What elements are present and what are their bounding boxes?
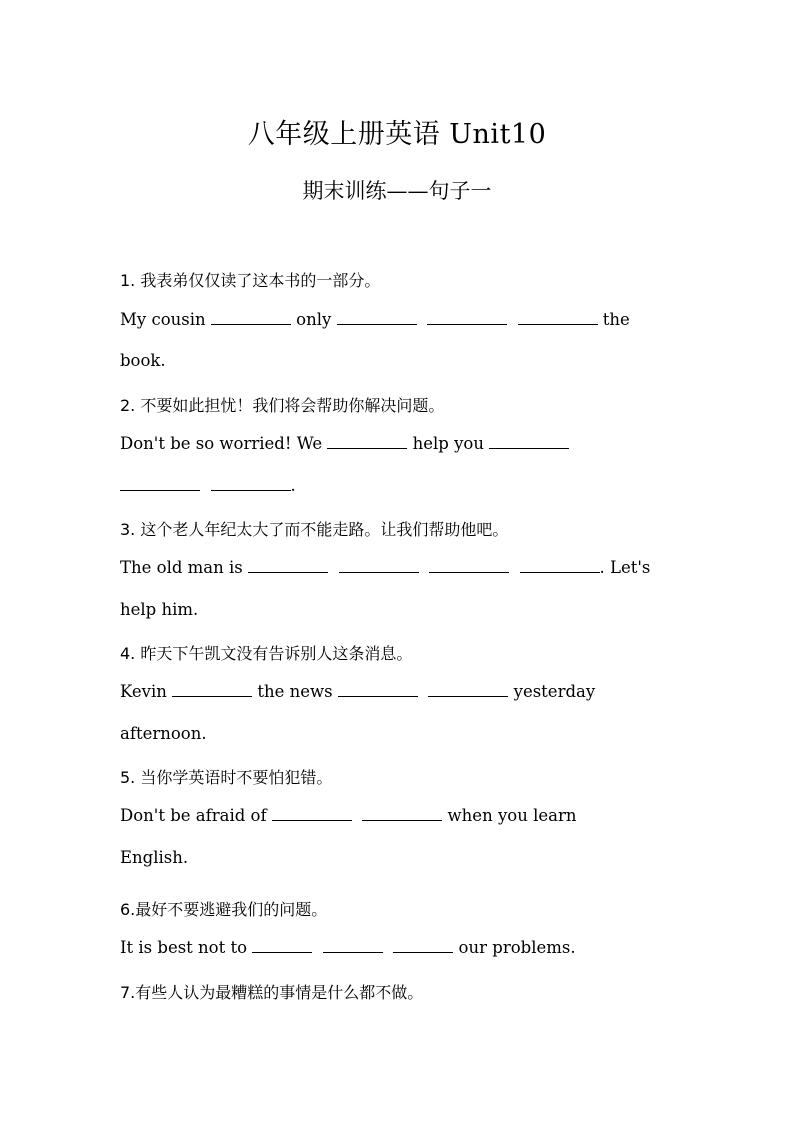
answer-blank[interactable]: [338, 695, 418, 697]
answer-blank[interactable]: [393, 951, 453, 953]
question-4-continuation: afternoon.: [120, 724, 207, 743]
answer-blank[interactable]: [272, 819, 352, 821]
question-3-sentence: [120, 558, 650, 577]
answer-blank[interactable]: [211, 489, 291, 491]
question-1-sentence: [120, 310, 630, 329]
question-1-continuation: book.: [120, 351, 166, 370]
question-4-prompt: 4. 昨天下午凯文没有告诉别人这条消息。: [120, 644, 413, 663]
answer-blank[interactable]: [339, 571, 419, 573]
answer-blank[interactable]: [428, 695, 508, 697]
question-6-prompt: 6.最好不要逃避我们的问题。: [120, 900, 328, 919]
answer-blank[interactable]: [489, 447, 569, 449]
answer-blank[interactable]: [172, 695, 252, 697]
question-2-text: help you: [407, 434, 490, 453]
answer-blank[interactable]: [120, 489, 200, 491]
question-2-prompt: 2. 不要如此担忧！我们将会帮助你解决问题。: [120, 396, 445, 415]
question-1-text: My cousin: [120, 310, 211, 329]
question-5-text: when you learn: [442, 806, 577, 825]
question-5-text: Don't be afraid of: [120, 806, 272, 825]
question-3-prompt: 3. 这个老人年纪太大了而不能走路。让我们帮助他吧。: [120, 520, 509, 539]
question-5-prompt: 5. 当你学英语时不要怕犯错。: [120, 768, 333, 787]
answer-blank[interactable]: [248, 571, 328, 573]
question-2-continuation: [120, 476, 296, 495]
answer-blank[interactable]: [429, 571, 509, 573]
answer-blank[interactable]: [211, 323, 291, 325]
answer-blank[interactable]: [323, 951, 383, 953]
question-4-sentence: [120, 682, 595, 701]
page-title: 八年级上册英语 Unit10: [247, 119, 547, 150]
question-3-text: . Let's: [599, 558, 651, 577]
question-5-continuation: English.: [120, 848, 189, 867]
question-7-prompt: 7.有些人认为最糟糕的事情是什么都不做。: [120, 983, 424, 1002]
answer-blank[interactable]: [362, 819, 442, 821]
answer-blank[interactable]: [520, 571, 600, 573]
question-2-text: Don't be so worried! We: [120, 434, 328, 453]
question-3-text: The old man is: [120, 558, 249, 577]
answer-blank[interactable]: [252, 951, 312, 953]
question-6-sentence: [120, 938, 576, 957]
question-4-text: Kevin: [120, 682, 173, 701]
answer-blank[interactable]: [337, 323, 417, 325]
question-6-text: our problems.: [453, 938, 576, 957]
answer-blank[interactable]: [518, 323, 598, 325]
question-4-text: the news: [252, 682, 338, 701]
question-1-text: only: [290, 310, 337, 329]
question-5-sentence: [120, 806, 576, 825]
question-3-continuation: help him.: [120, 600, 199, 619]
question-2-text: .: [290, 476, 296, 495]
page-subtitle: 期末训练——句子一: [302, 179, 492, 203]
question-1-prompt: 1. 我表弟仅仅读了这本书的一部分。: [120, 271, 381, 290]
question-4-text: yesterday: [508, 682, 596, 701]
question-1-text: the: [597, 310, 630, 329]
answer-blank[interactable]: [427, 323, 507, 325]
question-2-sentence: [120, 434, 569, 453]
question-6-text: It is best not to: [120, 938, 253, 957]
answer-blank[interactable]: [327, 447, 407, 449]
